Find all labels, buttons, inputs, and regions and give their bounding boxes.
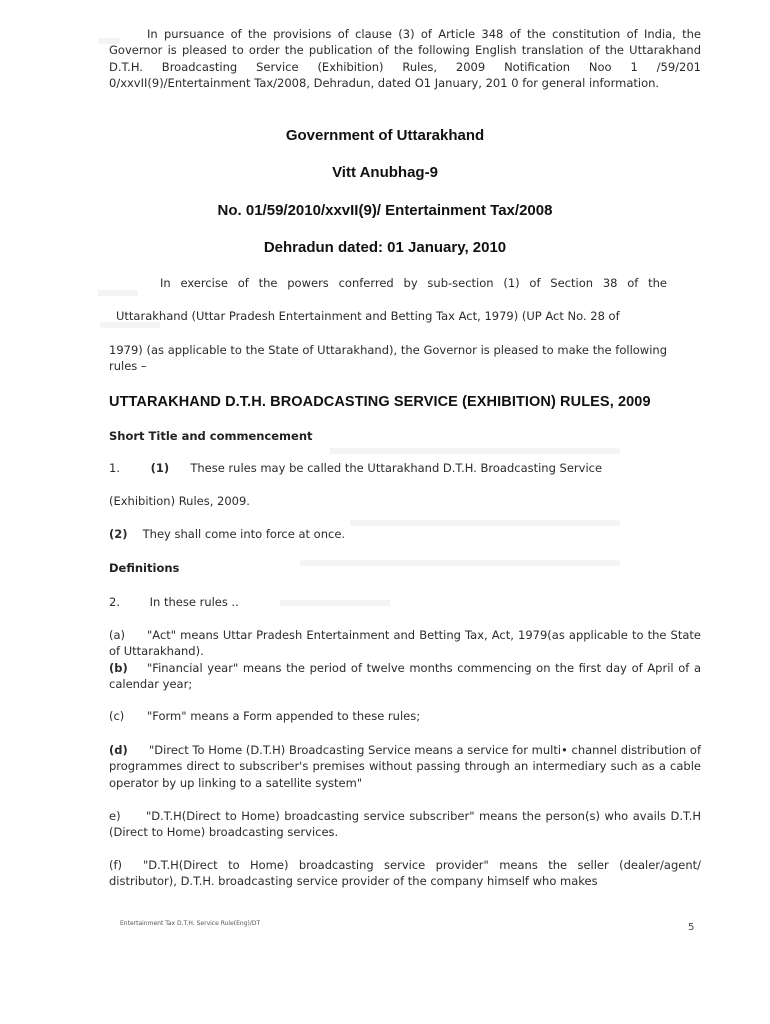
rule-1-sub-1-number: (1) — [150, 461, 170, 475]
definition-f-label: (f) — [109, 858, 123, 872]
bleed-through-mark — [300, 560, 620, 566]
preamble-line-3: 1979) (as applicable to the State of Uttarakhand), the Governor is pleased to make the following rules – — [109, 343, 667, 374]
notification-number: No. 01/59/2010/xxvII(9)/ Entertainment Tax/2008 — [217, 202, 553, 219]
government-heading: Government of Uttarakhand — [285, 127, 485, 144]
definition-f-text: "D.T.H(Direct to Home) broadcasting service provider" means the seller (dealer/agent/ distributor), D.T.H. broadcasting service provider of the company himself who makes — [109, 858, 701, 889]
definition-e — [109, 808, 701, 841]
rule-1-sub-1-continuation: (Exhibition) Rules, 2009. — [109, 494, 250, 508]
definition-c — [109, 709, 420, 723]
date-heading: Dehradun dated: 01 January, 2010 — [263, 239, 507, 256]
rule-2-line — [109, 595, 239, 609]
definition-a-label: (a) — [109, 628, 126, 642]
rule-1-sub-1-text: These rules may be called the Uttarakhand D.T.H. Broadcasting Service — [190, 461, 603, 475]
preamble-line-2: Uttarakhand (Uttar Pradesh Entertainment and Betting Tax Act, 1979) (UP Act No. 28 of — [116, 309, 620, 323]
definition-e-label: e) — [109, 809, 121, 823]
definition-c-label: (c) — [109, 709, 125, 723]
rule-1-sub-2-line — [109, 527, 345, 541]
rule-1-number: 1. — [109, 461, 120, 475]
bleed-through-mark — [98, 290, 138, 296]
preamble-line-1: In exercise of the powers conferred by sub-section (1) of Section 38 of the — [160, 276, 667, 290]
definition-b — [109, 660, 701, 693]
definition-d-label: (d) — [109, 743, 128, 757]
bleed-through-mark — [350, 520, 620, 526]
department-heading: Vitt Anubhag-9 — [332, 164, 438, 181]
rule-2-text: In these rules .. — [149, 595, 239, 609]
page-number: 5 — [688, 922, 695, 933]
definition-b-text: "Financial year" means the period of twelve months commencing on the first day of April of a calendar year; — [109, 661, 701, 692]
rule-1-line — [109, 461, 602, 475]
definition-d-text: "Direct To Home (D.T.H) Broadcasting Service means a service for multi• channel distribution of programmes direct to subscriber's premises without passing through an intermediary such as a cable operator by up linking to a satellite system" — [109, 743, 701, 790]
short-title-heading: Short Title and commencement — [109, 429, 313, 443]
rule-2-number: 2. — [109, 595, 120, 609]
bleed-through-mark — [280, 600, 390, 606]
rule-1-sub-2-text: They shall come into force at once. — [142, 527, 346, 541]
definition-e-text: "D.T.H(Direct to Home) broadcasting service subscriber" means the person(s) who avails D.T.H (Direct to Home) broadcasting services. — [109, 809, 701, 840]
bleed-through-mark — [330, 448, 620, 454]
definition-d — [109, 742, 701, 791]
definition-a-text: "Act" means Uttar Pradesh Entertainment and Betting Tax, Act, 1979(as applicable to the State of Uttarakhand). — [109, 628, 701, 659]
definition-c-text: "Form" means a Form appended to these rules; — [147, 709, 421, 723]
intro-paragraph: In pursuance of the provisions of clause (3) of Article 348 of the constitution of India, the Governor is pleased to order the publication of the following English translation of the Uttarakhand D.T.H. Broadcasting Service (Exhibition) Rules, 2009 Notification Noo 1 /59/201 0/xxvII(9)/Entertainment Tax/2008, Dehradun, dated O1 January, 201 0 for general information. — [109, 27, 701, 90]
definition-f — [109, 857, 701, 890]
rule-1-sub-2-number: (2) — [109, 527, 128, 541]
definition-a — [109, 627, 701, 660]
definition-b-label: (b) — [109, 661, 128, 675]
definitions-heading: Definitions — [109, 561, 180, 575]
footer-reference: Entertainment Tax D.T.H. Service Rule(Eng)/DT — [120, 920, 261, 927]
rules-title: UTTARAKHAND D.T.H. BROADCASTING SERVICE (EXHIBITION) RULES, 2009 — [109, 394, 651, 410]
